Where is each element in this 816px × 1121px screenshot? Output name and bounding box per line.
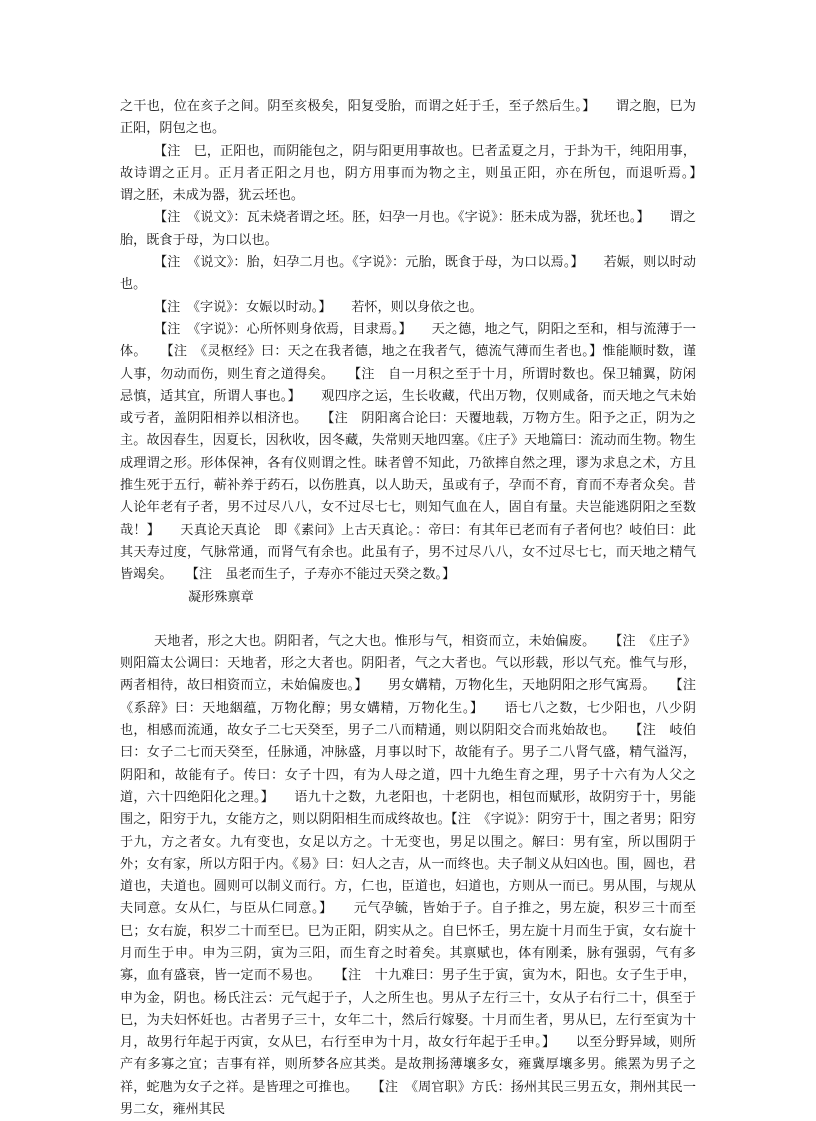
text-paragraph: 【注 《说文》：胎，妇孕二月也。《字说》：元胎，既食于母，为口以焉。】 若娠，则以时动也。 (120, 255, 696, 293)
text-paragraph: 之干也，位在亥子之间。阴至亥极矣，阳复受胎，而谓之妊于壬，至子然后生。】 谓之胞，巳为正阳，阴包之也。 (120, 99, 696, 137)
text-paragraph: 【注 巳，正阳也，而阴能包之，阴与阳更用事故也。巳者孟夏之月，于卦为干，纯阳用事，故诗谓之正月。正月者正阳之月也，阴方用事而为物之主，则虽正阳，亦在所包，而退听焉。】 谓之胚，未成为器，犹云坯也。 (120, 143, 723, 204)
text-paragraph: 【注 《说文》：瓦未烧者谓之坯。胚，妇孕一月也。《字说》：胚未成为器，犹坯也。】 谓之胎，既食于母，为口以也。 (120, 210, 696, 248)
text-paragraph: 天地者，形之大也。阴阳者，气之大也。惟形与气，相资而立，未始偏废。 【注 《庄子》则阳篇太公调曰：天地者，形之大者也。阴阳者，气之大者也。气以形载，形以气充。惟气与形，两者相待，故曰相资而立，未始偏废也。】 男女媾精，万物化生，天地阴阳之形气寓焉。 【注 《系辞》曰：天地絪蕴，万物化醇；男女媾精，万物化生。】 语七八之数，七少阳也，八少阴也，相感而流通，故女子二七天癸至，男子二八而精通，则以阴阳交合而兆始故也。 【注 岐伯曰：女子二七而天癸至，任脉通，冲脉盛，月事以时下，故能有子。男子二八肾气盛，精气溢泻，阴阳和，故能有子。传曰：女子十四，有为人母之道，四十九绝生育之理，男子十六有为人父之道，六十四绝阳化之理。】 语九十之数，九老阳也，十老阴也，相包而赋形，故阴穷于十，男能围之，阳穷于九，女能方之，则以阴阳相生而成终故也。【注 《字说》：阴穷于十，围之者男；阳穷于九，方之者女。九有变也，女足以方之。十无变也，男足以围之。解曰：男有室，所以围阴于外；女有家，所以方阳于内。《易》曰：妇人之吉，从一而终也。夫子制义从妇凶也。围，圆也，君道也，夫道也。圆则可以制义而行。方，仁也，臣道也，妇道也，方则从一而已。男从围，与规从夫同意。女从仁，与臣从仁同意。】 元气孕毓，皆始于子。自子推之，男左旋，积岁三十而至巳；女右旋，积岁二十而至巳。巳为正阳，阴实从之。自巳怀壬，男左旋十月而生于寅，女右旋十月而生于申。申为三阴，寅为三阳，而生育之时着矣。其禀赋也，体有刚柔，脉有强弱，气有多寡，血有盛衰，皆一定而不易也。 【注 十九难曰：男子生于寅，寅为木，阳也。女子生于申，申为金，阴也。杨氏注云：元气起于子，人之所生也。男从子左行三十，女从子右行二十，俱至于巳，为夫妇怀妊也。古者男子三十，女年二十，然后行嫁娶。十月而生者，男从巳，左行至寅为十月，故男行年起于丙寅，女从巳，右行至申为十月，故女行年起于壬申。】 以至分野异域，则所产有多寡之宜；吉事有祥，则所梦各应其类。是故荆扬薄壤多女，雍冀厚壤多男。熊罴为男子之祥，蛇虺为女子之祥。是皆理之可推也。 【注 《周官职》方氏：扬州其民三男五女，荆州其民一男二女，雍州其民 (120, 633, 710, 1118)
chapter-title: 凝形殊禀章 (188, 589, 254, 605)
section-gap (120, 609, 696, 631)
text-paragraph: 【注 《字说》：心所怀则身依焉，目隶焉。】 天之德，地之气，阴阳之至和，相与流薄于一体。 【注 《灵枢经》曰：天之在我者德，地之在我者气，德流气薄而生者也。】惟能顺时数，谨人事，勿动而伤，则生育之道得矣。 【注 自一月积之至于十月，所谓时数也。保卫辅翼，防闲忌慎，适其宜，所谓人事也。】 观四序之运，生长收藏，代出万物，仅则咸备，而天地之气未始或亏者，盖阴阳相养以相济也。 【注 阴阳离合论曰：天覆地载，万物方生。阳予之正，阴为之主。故因春生，因夏长，因秋收，因冬藏，失常则天地四塞。《庄子》天地篇曰：流动而生物。物生成理谓之形。形体保神，各有仪则谓之性。昧者曾不知此，乃欲摔自然之理，谬为求息之术，方且推生死于五行，蕲补养于药石，以伤胜真，以人助天，虽或有子，孕而不育，育而不寿者众矣。昔人论年老有子者，男不过尽八八，女不过尽七七，则知气血在人，固自有量。夫岂能逃阴阳之至数哉！】 天真论天真论 即《素问》上古天真论。：帝曰：有其年已老而有子者何也？岐伯曰：此其天寿过度，气脉常通，而肾气有余也。此虽有子，男不过尽八八，女不过尽七七，而天地之精气皆竭矣。 【注 虽老而生子，子寿亦不能过天癸之数。】 (120, 321, 696, 583)
text-paragraph: 【注 《字说》：女娠以时动。】 若怀，则以身依之也。 (154, 299, 483, 315)
text-body (120, 96, 723, 1121)
